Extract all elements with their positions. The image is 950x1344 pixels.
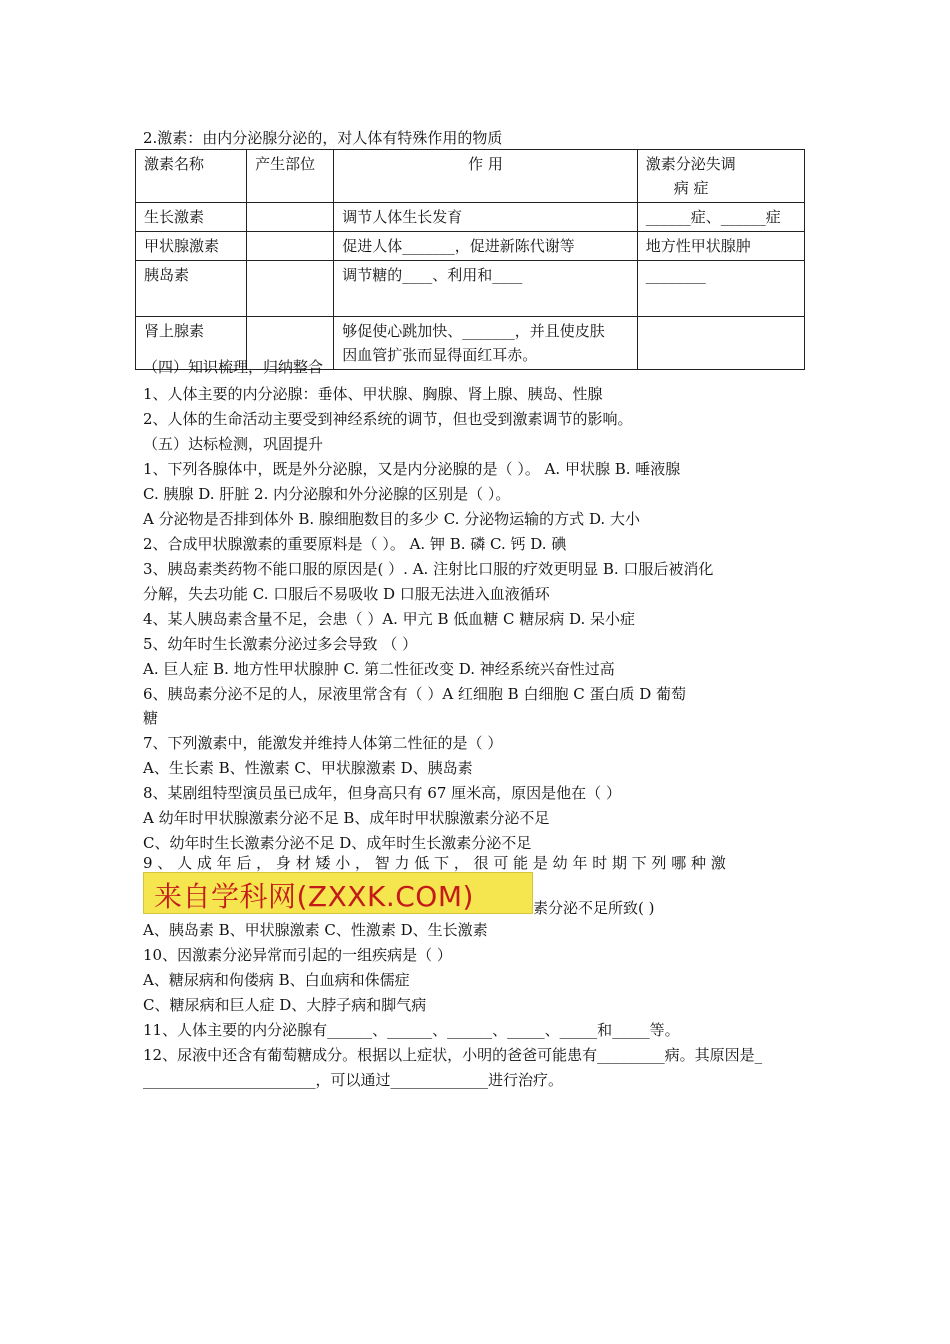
question-line: 11、人体主要的内分泌腺有______、______、______、_____、_____和_____等。 (143, 1021, 680, 1039)
table-row (136, 232, 805, 261)
question-line: A、生长素 B、性激素 C、甲状腺激素 D、胰岛素 (143, 759, 473, 777)
question-line: 9 、 人 成 年 后 ， 身 材 矮 小 ， 智 力 低 下 ， 很 可 能 是 幼 年 时 期 下 列 哪 种 激 (143, 854, 726, 872)
cell-disease: ______症、______症 (637, 203, 804, 232)
question-line: 1、下列各腺体中，既是外分泌腺，又是内分泌腺的是（ ）。 A. 甲状腺 B. 唾液腺 (143, 460, 681, 478)
text-line: 2、人体的生命活动主要受到神经系统的调节，但也受到激素调节的影响。 (143, 410, 633, 428)
hormone-table (135, 149, 805, 370)
cell-site (247, 232, 334, 261)
cell-effect: 促进人体_______，促进新陈代谢等 (334, 232, 637, 261)
question-line: 10、因激素分泌异常而引起的一组疾病是（ ） (143, 946, 452, 964)
cell-site (247, 261, 334, 317)
question-line: 分解，失去功能 C. 口服后不易吸收 D 口服无法进入血液循环 (143, 585, 550, 603)
question-line: 素分泌不足所致( ) (533, 899, 655, 917)
table-header-row (136, 150, 805, 203)
question-line: A 幼年时甲状腺激素分泌不足 B、成年时甲状腺激素分泌不足 (143, 809, 550, 827)
text-line: 1、人体主要的内分泌腺：垂体、甲状腺、胸腺、肾上腺、胰岛、性腺 (143, 385, 603, 403)
question-line: 5、幼年时生长激素分泌过多会导致 （ ） (143, 635, 418, 653)
header-disease-line1: 激素分泌失调 (645, 155, 736, 173)
section-heading: （五）达标检测，巩固提升 (143, 435, 324, 453)
question-line: A、糖尿病和佝偻病 B、白血病和侏儒症 (143, 971, 410, 989)
cell-site (247, 203, 334, 232)
question-line: C. 胰腺 D. 肝脏 2. 内分泌腺和外分泌腺的区别是（ ）。 (143, 485, 511, 503)
cell-effect: 调节糖的____、利用和____ (334, 261, 637, 317)
question-line: A、胰岛素 B、甲状腺激素 C、性激素 D、生长激素 (143, 921, 488, 939)
cell-disease (637, 317, 804, 370)
cell-name: 胰岛素 (136, 261, 247, 317)
section-intro: 2.激素：由内分泌腺分泌的，对人体有特殊作用的物质 (143, 129, 503, 147)
question-line: 2、合成甲状腺激素的重要原料是（ ）。 A. 钾 B. 磷 C. 钙 D. 碘 (143, 535, 567, 553)
question-line: 12、尿液中还含有葡萄糖成分。根据以上症状，小明的爸爸可能患有_________病。其原因是_ (143, 1046, 763, 1064)
header-hormone-name: 激素名称 (136, 150, 247, 203)
question-line: 3、胰岛素类药物不能口服的原因是( ）. A. 注射比口服的疗效更明显 B. 口服后被消化 (143, 560, 714, 578)
cell-disease: ________ (637, 261, 804, 317)
header-disease-line2: 病 症 (673, 179, 709, 197)
cell-name: 生长激素 (136, 203, 247, 232)
question-line: 4、某人胰岛素含量不足，会患（ ）A. 甲亢 B 低血糖 C 糖尿病 D. 呆小症 (143, 610, 636, 628)
header-disease (637, 150, 804, 203)
watermark-banner (143, 872, 533, 914)
header-effect: 作 用 (334, 150, 637, 203)
question-line: A 分泌物是否排到体外 B. 腺细胞数目的多少 C. 分泌物运输的方式 D. 大小 (143, 510, 640, 528)
cell-effect-line1: 够促使心跳加快、_______，并且使皮肤 (342, 322, 605, 340)
watermark-text: 来自学科网(ZXXK.COM) (154, 880, 474, 913)
cell-effect-line2: 因血管扩张而显得面红耳赤。 (342, 346, 538, 364)
cell-effect (334, 317, 637, 370)
cell-name: 肾上腺素 (136, 317, 247, 370)
question-line: 7、下列激素中，能激发并维持人体第二性征的是（ ） (143, 734, 503, 752)
question-line: _______________________，可以通过_____________进行治疗。 (143, 1071, 564, 1089)
question-line: 8、某剧组特型演员虽已成年，但身高只有 67 厘米高，原因是他在（ ） (143, 784, 621, 802)
header-site: 产生部位 (247, 150, 334, 203)
cell-name: 甲状腺激素 (136, 232, 247, 261)
question-line: C、糖尿病和巨人症 D、大脖子病和脚气病 (143, 996, 427, 1014)
question-line: 6、胰岛素分泌不足的人，尿液里常含有（ ）A 红细胞 B 白细胞 C 蛋白质 D 葡萄 (143, 685, 687, 703)
question-line: 糖 (143, 709, 159, 727)
cell-effect: 调节人体生长发育 (334, 203, 637, 232)
section-heading: （四）知识梳理，归纳整合 (143, 358, 324, 376)
question-line: A. 巨人症 B. 地方性甲状腺肿 C. 第二性征改变 D. 神经系统兴奋性过高 (143, 660, 615, 678)
table-row (136, 203, 805, 232)
cell-disease: 地方性甲状腺肿 (637, 232, 804, 261)
table-row (136, 261, 805, 317)
question-line: C、幼年时生长激素分泌不足 D、成年时生长激素分泌不足 (143, 834, 532, 852)
